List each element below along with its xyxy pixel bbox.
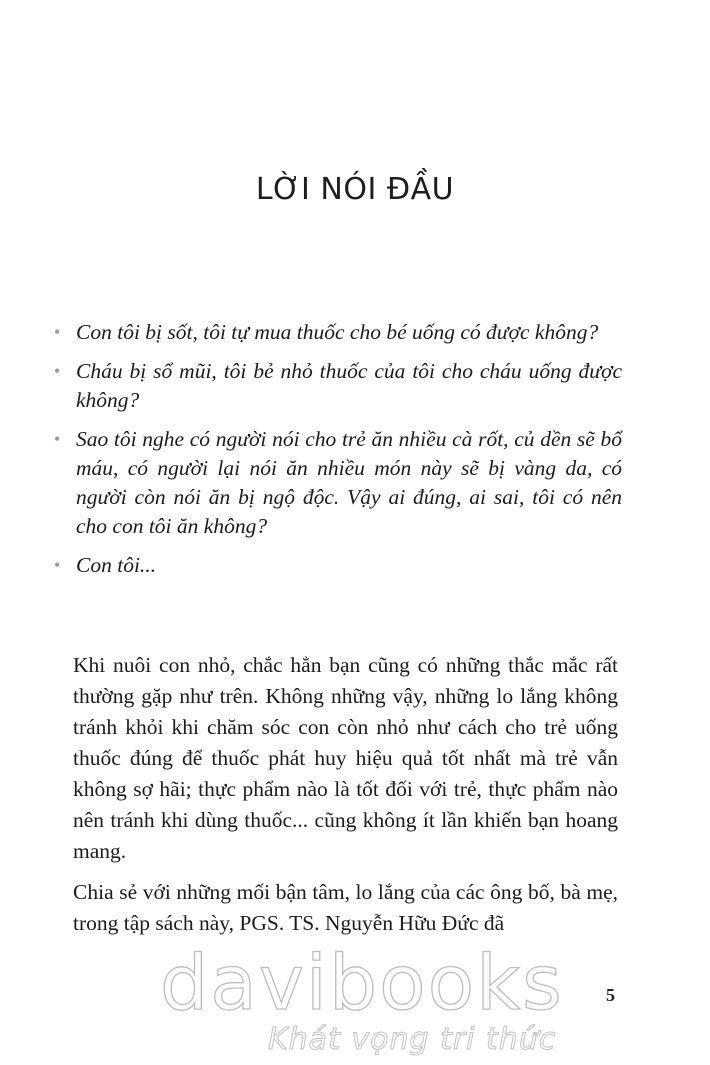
list-item-text: Con tôi bị sốt, tôi tự mua thuốc cho bé uống có được không? <box>76 320 599 344</box>
paragraph: Khi nuôi con nhỏ, chắc hẳn bạn cũng có những thắc mắc rất thường gặp như trên. Không những vậy, những lo lắng không tránh khỏi khi chăm sóc con còn nhỏ như cách cho trẻ uống thuốc đúng để thuốc phát huy hiệu quả tốt nhất mà trẻ vẫn không sợ hãi; thực phẩm nào là tốt đối với trẻ, thực phẩm nào nên tránh khi dùng thuốc... cũng không ít lần khiến bạn hoang mang. <box>73 653 618 863</box>
list-item-text: Con tôi... <box>76 553 157 577</box>
question-list <box>52 318 622 590</box>
body-text <box>73 650 618 949</box>
paragraph: Chia sẻ với những mối bận tâm, lo lắng của các ông bố, bà mẹ, trong tập sách này, PGS. TS. Nguyễn Hữu Đức đã <box>73 880 618 935</box>
watermark-brand: davibooks <box>160 938 564 1027</box>
list-item <box>52 357 622 415</box>
bullet-icon: • <box>54 555 61 575</box>
page-title: LỜI NÓI ĐẦU <box>255 172 455 207</box>
list-item <box>52 425 622 541</box>
bullet-icon: • <box>54 361 61 381</box>
watermark-slogan: Khát vọng tri thức <box>268 1022 557 1057</box>
page-number: 5 <box>606 985 615 1005</box>
bullet-icon: • <box>54 322 61 342</box>
bullet-icon: • <box>54 429 61 449</box>
list-item <box>52 551 622 580</box>
list-item-text: Sao tôi nghe có người nói cho trẻ ăn nhiều cà rốt, củ dền sẽ bổ máu, có người lại nói ăn nhiều món này sẽ bị vàng da, có người còn nói ăn bị ngộ độc. Vậy ai đúng, ai sai, tôi có nên cho con tôi ăn không? <box>76 427 622 538</box>
list-item-text: Cháu bị sổ mũi, tôi bẻ nhỏ thuốc của tôi cho cháu uống được không? <box>76 359 622 412</box>
watermark <box>0 938 710 1065</box>
list-item <box>52 318 622 347</box>
